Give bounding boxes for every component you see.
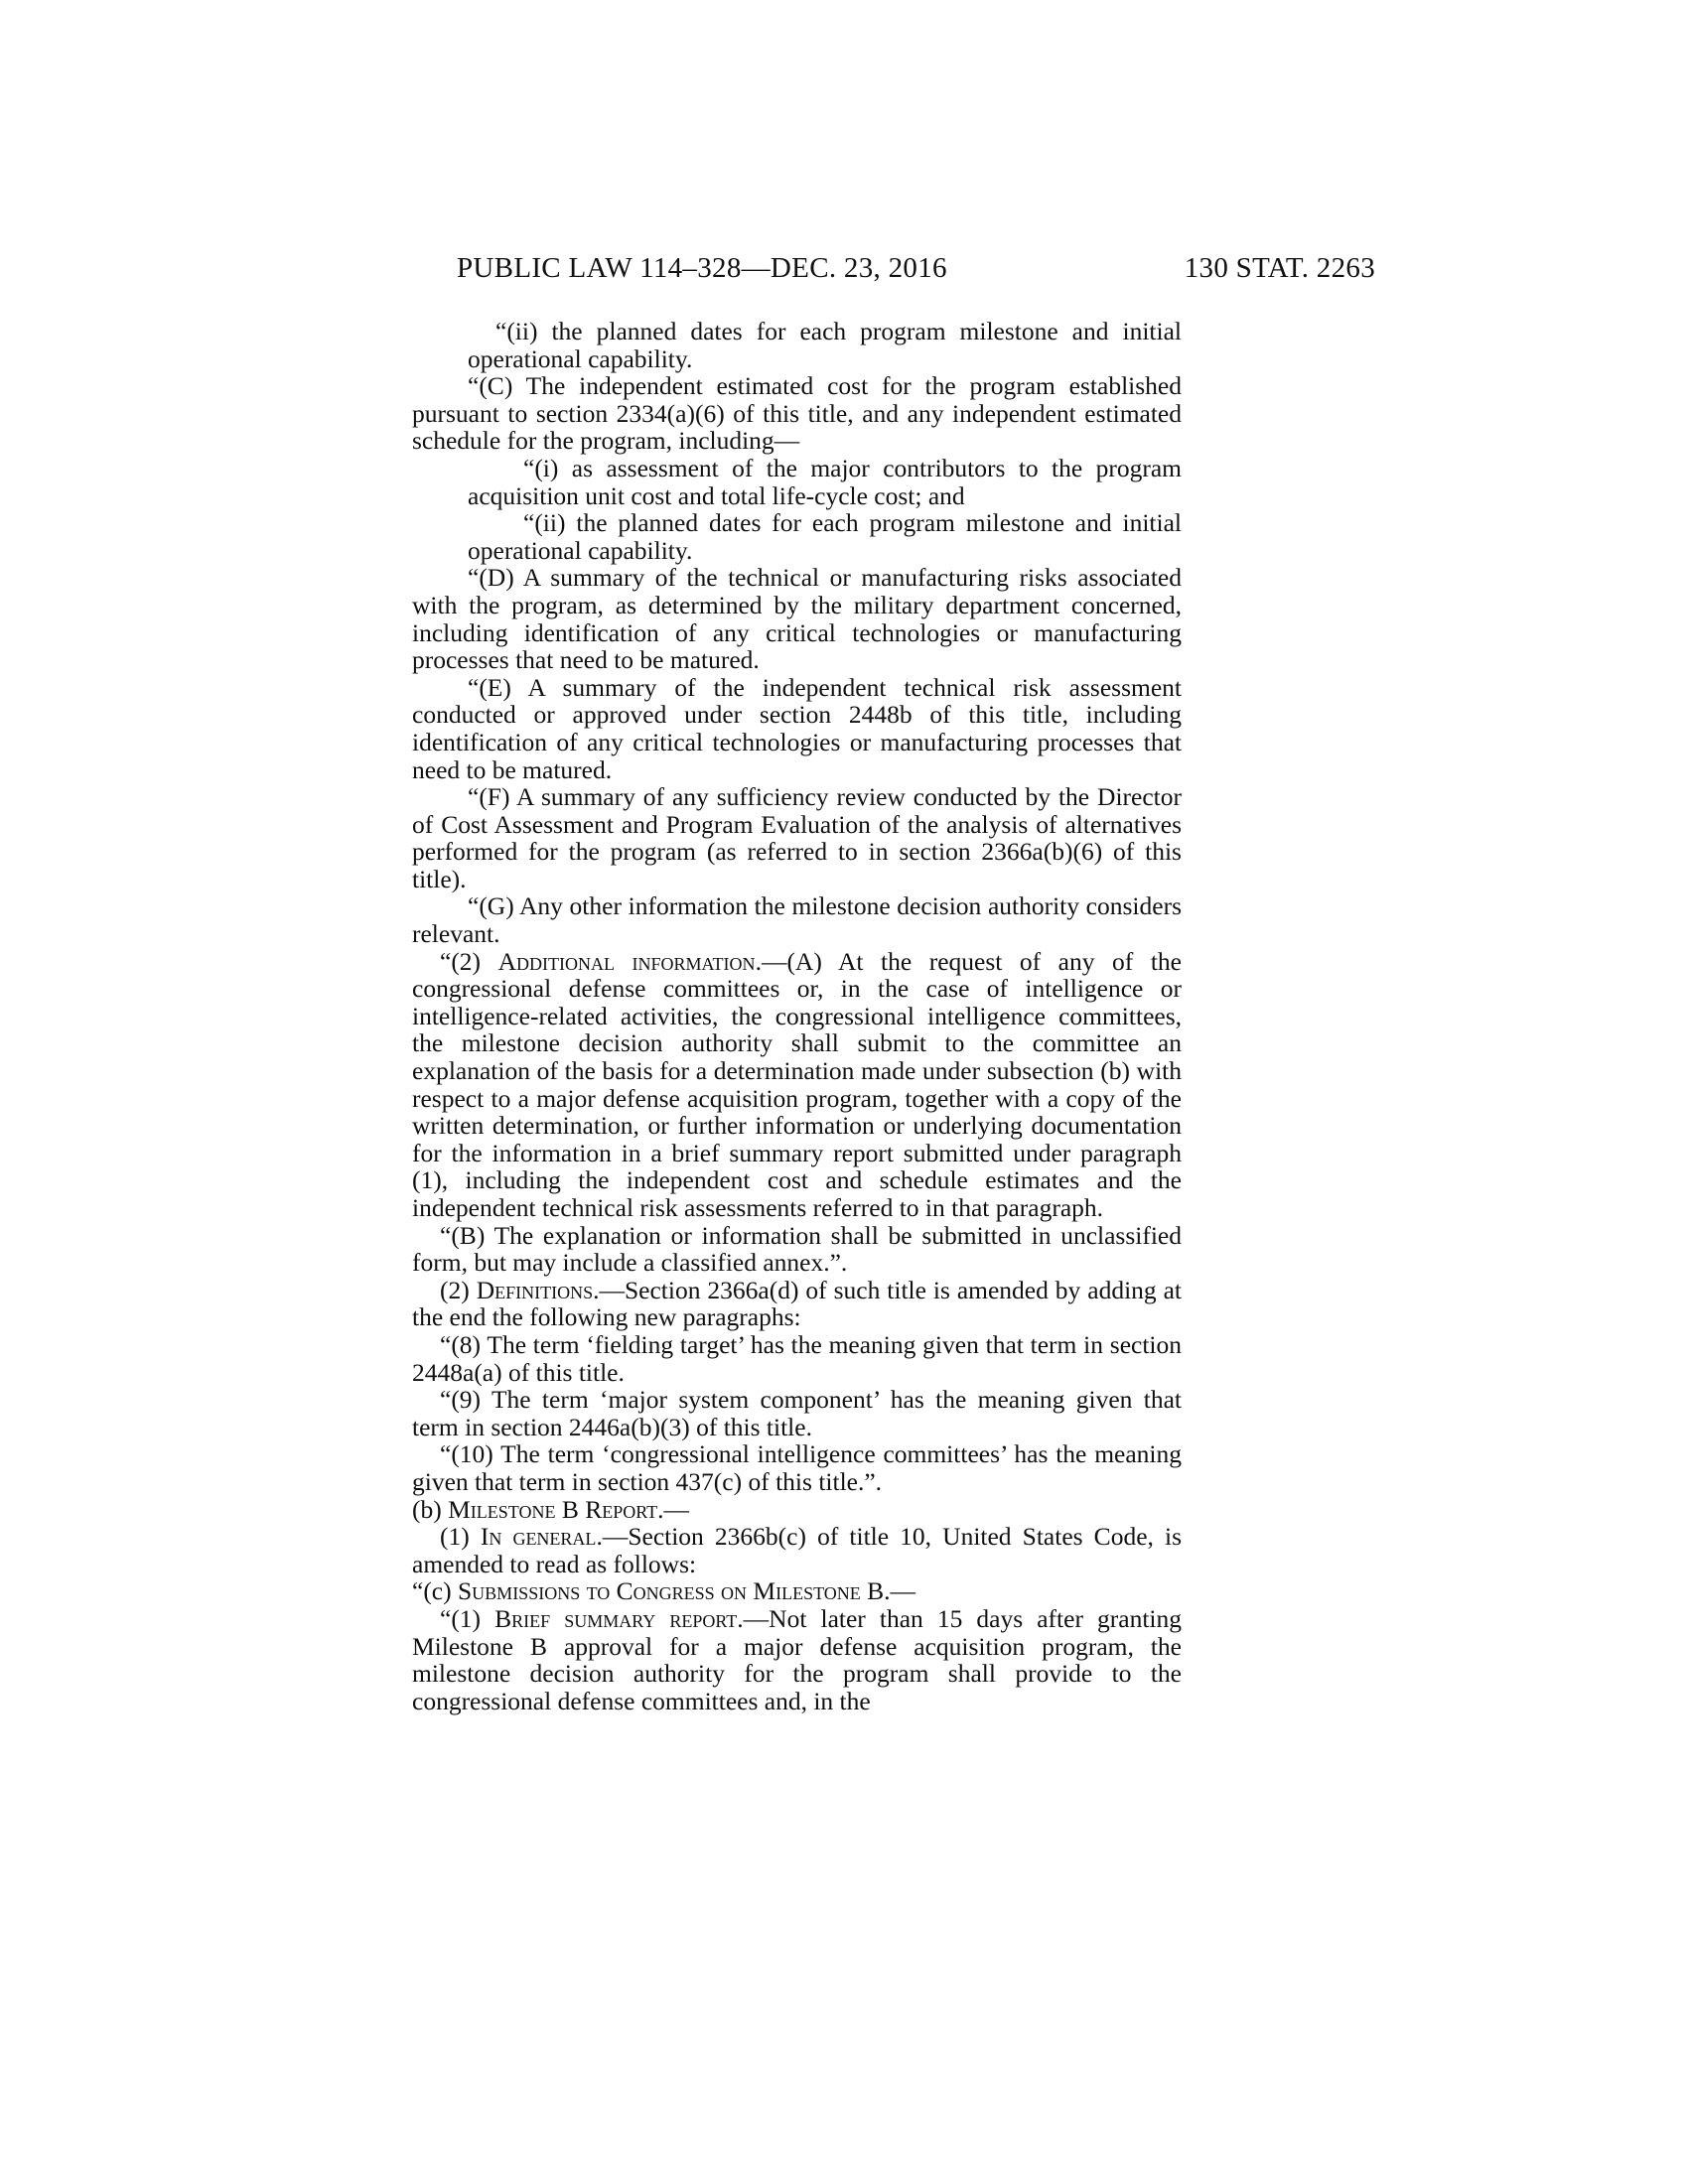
paragraph: “(ii) the planned dates for each program milestone and initial operational capability. bbox=[468, 317, 1182, 373]
section-heading: Additional information bbox=[497, 946, 756, 976]
paragraph: “(8) The term ‘fielding target’ has the meaning given that term in section 2448a(a) of this title. bbox=[412, 1329, 1182, 1387]
document-body bbox=[412, 318, 1182, 1714]
paragraph: “(1) Brief summary report.—Not later than 15 days after granting Milestone B approval for a major defense acquisition program, the milestone decision authority for the program shall provide to the congressional defense committees and, in the bbox=[412, 1603, 1182, 1715]
paragraph: “(F) A summary of any sufficiency review conducted by the Director of Cost Assessment and Program Evaluation of the analysis of alternatives performed for the program (as referred to in section 2366a(b)(6) of this title). bbox=[412, 782, 1182, 893]
paragraph: “(c) Submissions to Congress on Milestone B.— bbox=[412, 1576, 915, 1606]
paragraph: “(E) A summary of the independent technical risk assessment conducted or approved under section 2448b of this title, including identification of any critical technologies or manufacturing processes that need to be matured. bbox=[412, 672, 1182, 784]
paragraph: “(C) The independent estimated cost for the program established pursuant to section 2334(a)(6) of this title, and any independent estimated schedule for the program, including— bbox=[412, 371, 1182, 456]
paragraph: (1) In general.—Section 2366b(c) of title 10, United States Code, is amended to read as follows: bbox=[412, 1522, 1182, 1578]
section-heading: Definitions bbox=[476, 1275, 594, 1304]
paragraph: (2) Definitions.—Section 2366a(d) of such title is amended by adding at the end the following new paragraphs: bbox=[412, 1275, 1182, 1332]
section-heading: Milestone B Report bbox=[448, 1494, 658, 1524]
section-heading: In general bbox=[480, 1522, 597, 1552]
paragraph: “(B) The explanation or information shall be submitted in unclassified form, but may include a classified annex.”. bbox=[412, 1220, 1182, 1278]
paragraph: “(i) as assessment of the major contributors to the program acquisition unit cost and total life-cycle cost; and bbox=[468, 453, 1182, 510]
paragraph: “(2) Additional information.—(A) At the request of any of the congressional defense committees or, in the case of intelligence or intelligence-related activities, the congressional intelligence committees, the milestone decision authority shall submit to the committee an explanation of the basis for a determination made under subsection (b) with respect to a major defense acquisition program, together with a copy of the written determination, or further information or underlying documentation for the information in a brief summary report submitted under paragraph (1), including the independent cost and schedule estimates and the independent technical risk assessments referred to in that paragraph. bbox=[412, 946, 1182, 1222]
section-heading: Brief summary report bbox=[494, 1603, 738, 1633]
statute-page-number: 130 STAT. 2263 bbox=[1184, 252, 1375, 284]
paragraph: “(ii) the planned dates for each program milestone and initial operational capability. bbox=[468, 508, 1182, 565]
paragraph: “(G) Any other information the milestone decision authority considers relevant. bbox=[412, 891, 1182, 949]
paragraph: “(10) The term ‘congressional intelligence committees’ has the meaning given that term in section 437(c) of this title.”. bbox=[412, 1439, 1182, 1496]
page-header bbox=[457, 248, 1375, 288]
section-heading: Submissions to Congress on Milestone B bbox=[458, 1576, 885, 1606]
paragraph: “(D) A summary of the technical or manufacturing risks associated with the program, as determined by the military department concerned, including identification of any critical technologies or manufacturing processes that need to be matured. bbox=[412, 563, 1182, 675]
public-law-citation: PUBLIC LAW 114–328—DEC. 23, 2016 bbox=[457, 252, 947, 284]
paragraph: “(9) The term ‘major system component’ has the meaning given that term in section 2446a(b)(3) of this title. bbox=[412, 1385, 1182, 1441]
paragraph: (b) Milestone B Report.— bbox=[412, 1494, 690, 1524]
